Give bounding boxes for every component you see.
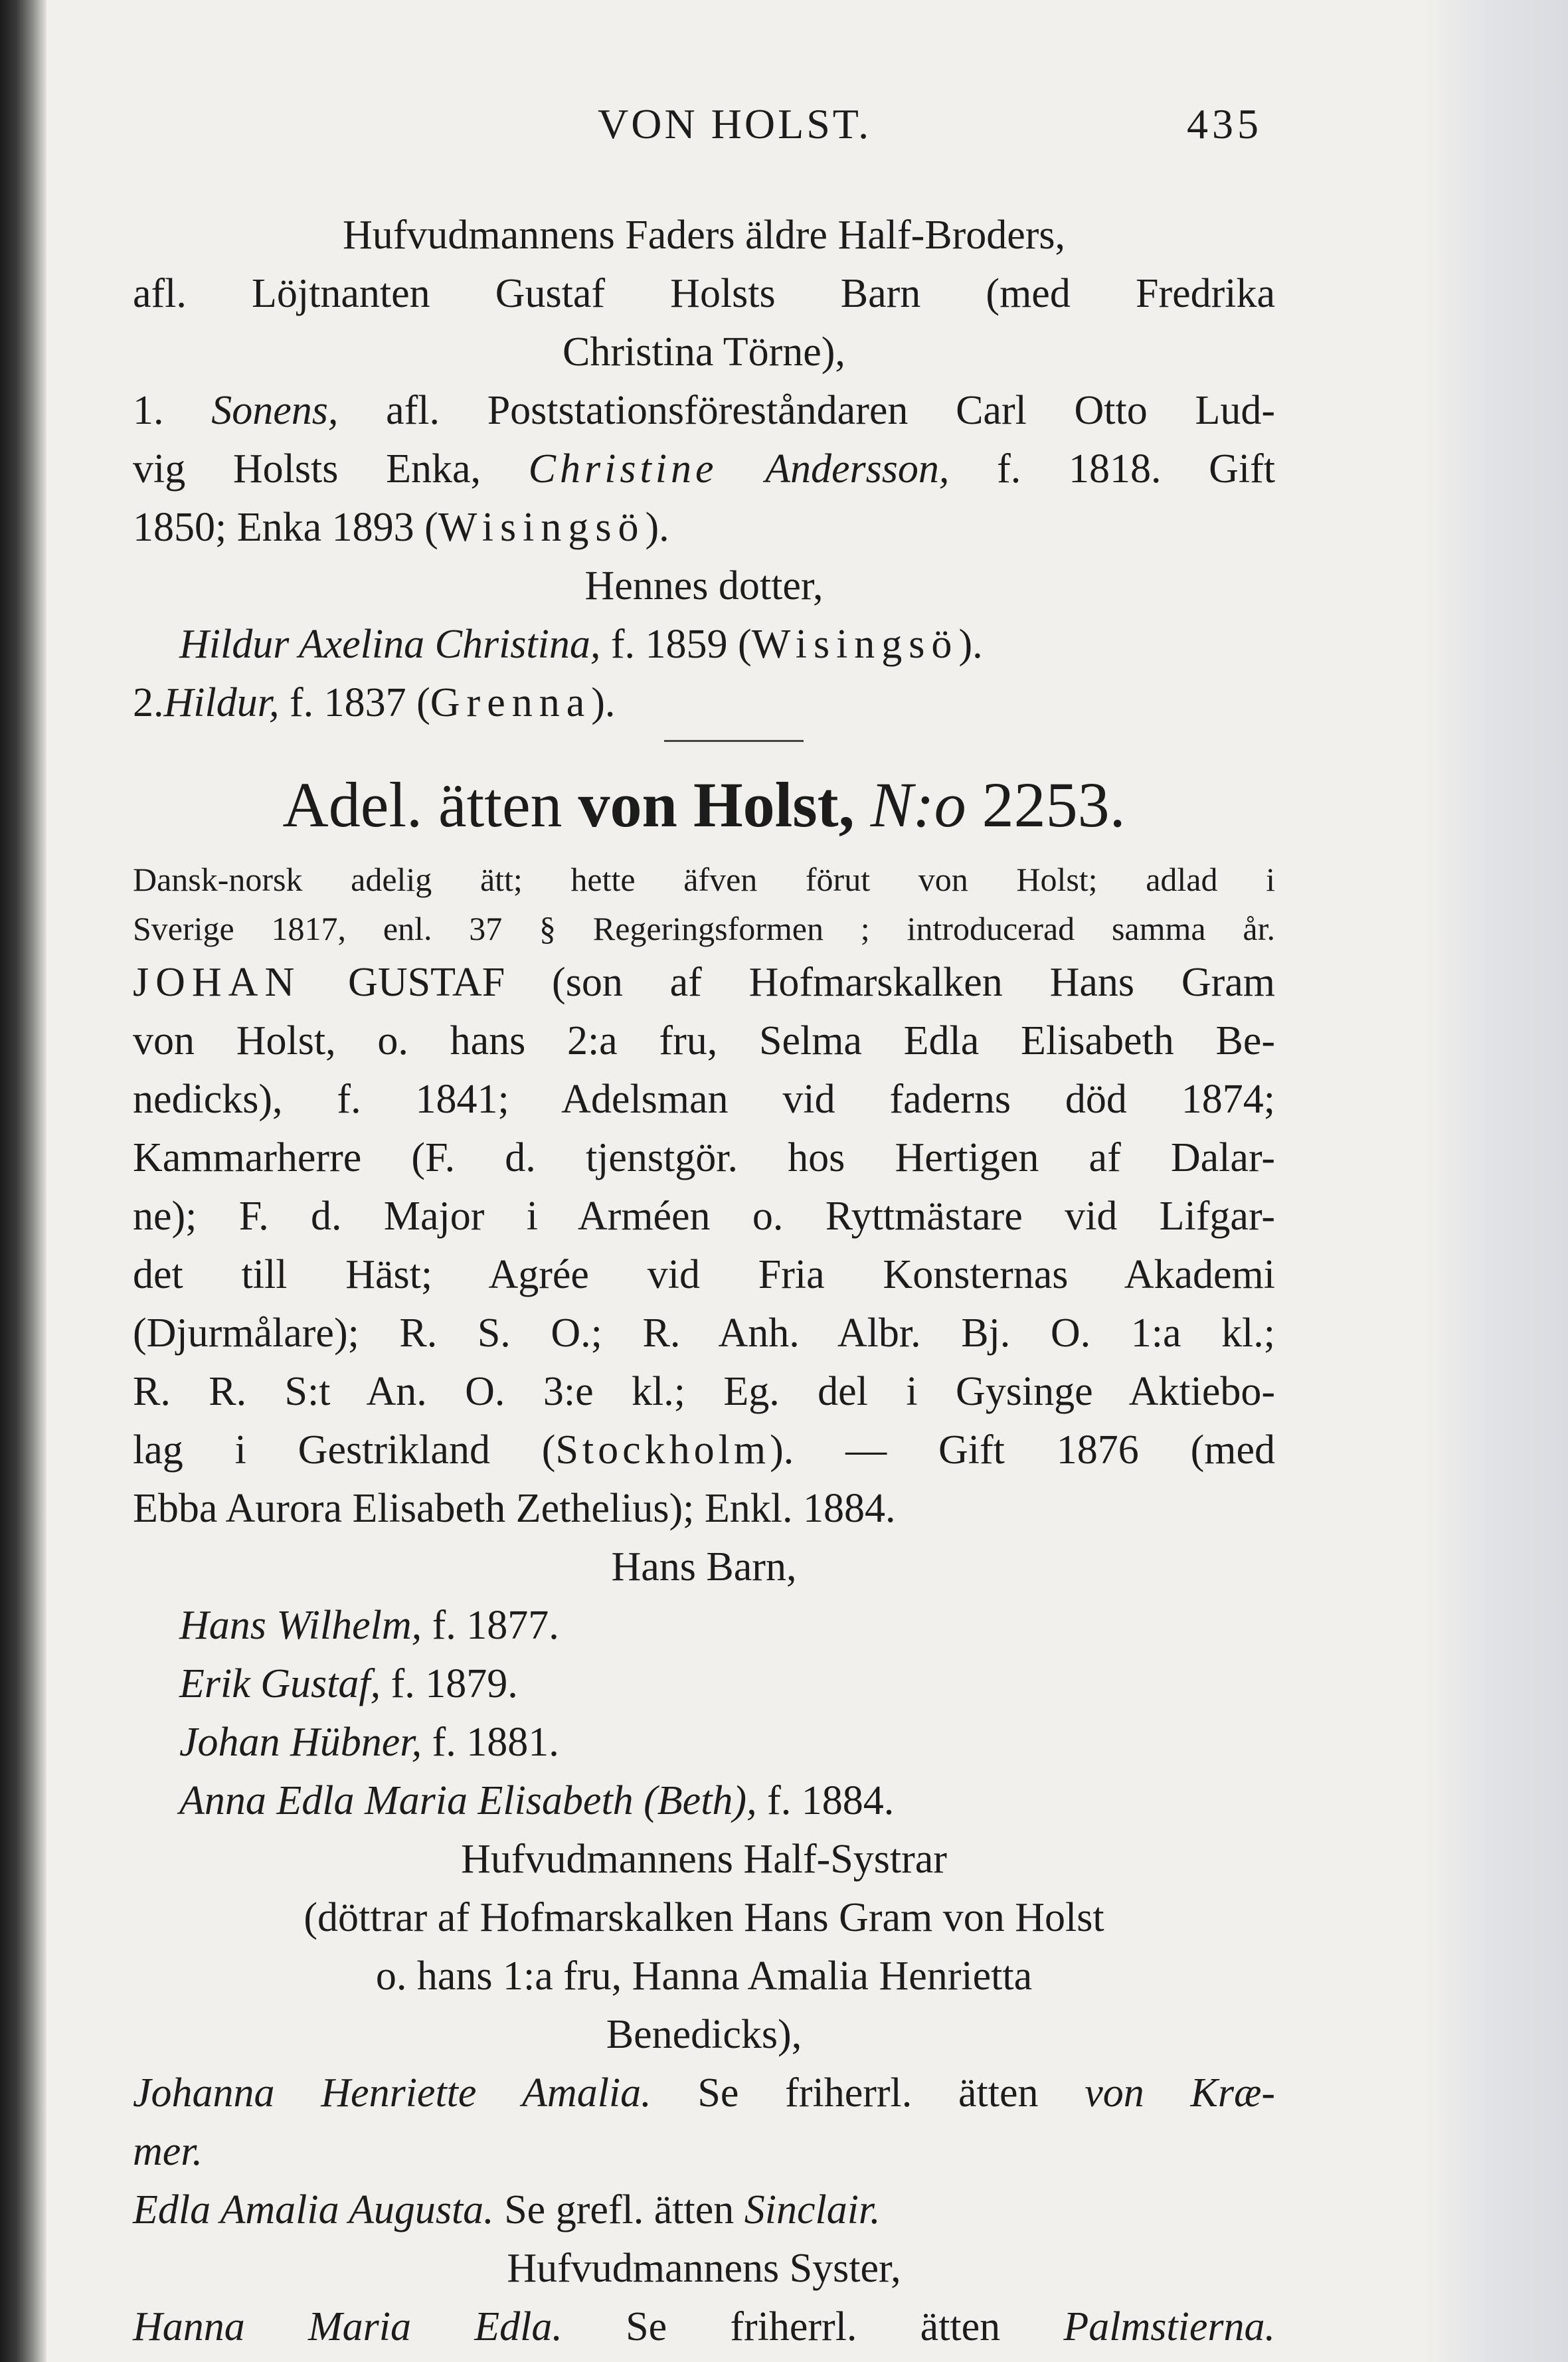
halfsisters-line-1: (döttrar af Hofmarskalken Hans Gram von Holst <box>304 1895 1104 1940</box>
johan-line-5: ne); F. d. Major i Arméen o. Ryttmästare vid Lifgar- <box>133 1194 1275 1239</box>
johan-line-2: von Holst, o. hans 2:a fru, Selma Edla Elisabeth Be- <box>133 1018 1275 1063</box>
johan-line-7: (Djurmålare); R. S. O.; R. Anh. Albr. Bj. O. 1:a kl.; <box>133 1311 1275 1356</box>
johan-line-1: JOHAN GUSTAF (son af Hofmarskalken Hans Gram <box>133 960 1276 1005</box>
section1-line-6: 1850; Enka 1893 (Wisingsö). <box>133 505 669 550</box>
section1-line-4: 1. Sonens, afl. Poststationsföreståndaren Carl Otto Lud- <box>133 388 1275 433</box>
section1-line-1: Hufvudmannens Faders äldre Half-Broders, <box>342 213 1066 258</box>
halfsister-2: Edla Amalia Augusta. Se grefl. ätten Sinclair. <box>133 2187 881 2232</box>
family-title: Adel. ätten von Holst, N:o 2253. <box>282 769 1126 840</box>
intro-line-2: Sverige 1817, enl. 37 § Regeringsformen ; introducerad samma år. <box>133 910 1275 947</box>
sister-heading: Hufvudmannens Syster, <box>507 2246 901 2291</box>
child-2: Erik Gustaf, f. 1879. <box>179 1661 518 1706</box>
section1-line-8: Hildur Axelina Christina, f. 1859 (Wisingsö). <box>179 622 983 667</box>
johan-line-10: Ebba Aurora Elisabeth Zethelius); Enkl. 1884. <box>133 1486 896 1531</box>
halfsisters-line-2: o. hans 1:a fru, Hanna Amalia Henrietta <box>375 1953 1033 1999</box>
child-4: Anna Edla Maria Elisabeth (Beth), f. 1884. <box>179 1778 895 1823</box>
section1-line-7: Hennes dotter, <box>584 563 824 608</box>
johan-line-3: nedicks), f. 1841; Adelsman vid faderns död 1874; <box>133 1077 1275 1122</box>
page-number: 435 <box>1187 100 1263 147</box>
section1-line-2: afl. Löjtnanten Gustaf Holsts Barn (med Fredrika <box>133 271 1275 316</box>
page-header <box>0 100 1568 166</box>
children-heading: Hans Barn, <box>611 1544 797 1590</box>
book-binding-shadow <box>0 0 46 2362</box>
child-3: Johan Hübner, f. 1881. <box>179 1720 559 1765</box>
section1-line-3: Christina Törne), <box>563 329 845 375</box>
page-edge-shadow <box>1422 0 1568 2362</box>
johan-line-9: lag i Gestrikland (Stockholm). — Gift 1876 (med <box>133 1427 1275 1473</box>
child-1: Hans Wilhelm, f. 1877. <box>179 1603 559 1648</box>
halfsister-1-cont: mer. <box>133 2129 203 2174</box>
page-body <box>133 206 1275 2356</box>
johan-line-8: R. R. S:t An. O. 3:e kl.; Eg. del i Gysinge Aktiebo- <box>133 1369 1275 1414</box>
section1-line-5: vig Holsts Enka, Christine Andersson, f. 1818. Gift <box>133 446 1276 492</box>
intro-line-1: Dansk-norsk adelig ätt; hette äfven förut von Holst; adlad i <box>133 861 1275 898</box>
johan-line-4: Kammarherre (F. d. tjenstgör. hos Hertigen af Dalar- <box>133 1135 1275 1180</box>
halfsisters-heading: Hufvudmannens Half-Systrar <box>461 1837 947 1882</box>
halfsisters-line-3: Benedicks), <box>606 2012 802 2057</box>
johan-line-6: det till Häst; Agrée vid Fria Konsternas Akademi <box>133 1252 1275 1297</box>
running-head: VON HOLST. <box>598 100 872 147</box>
section1-line-9: 2.Hildur, f. 1837 (Grenna). <box>133 680 616 725</box>
section-divider <box>664 740 804 742</box>
sister-1: Hanna Maria Edla. Se friherrl. ätten Palmstierna. <box>133 2304 1276 2349</box>
halfsister-1: Johanna Henriette Amalia. Se friherrl. ätten von Kræ- <box>133 2070 1276 2116</box>
